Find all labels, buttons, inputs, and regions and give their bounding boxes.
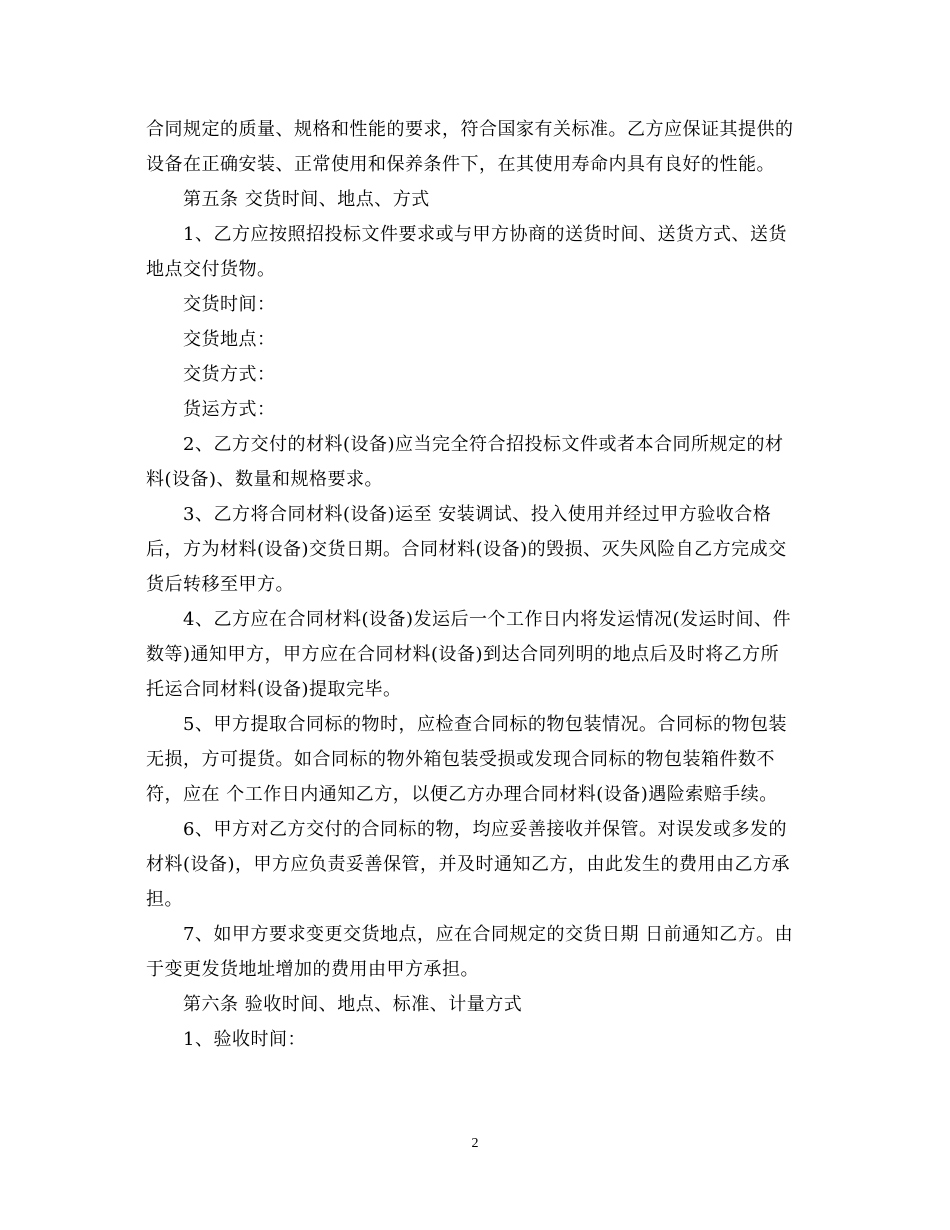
- text-line: 设备在正确安装、正常使用和保养条件下，在其使用寿命内具有良好的性能。: [146, 154, 775, 175]
- text-line: 担。: [146, 889, 183, 910]
- text-line: 无损，方可提货。如合同标的物外箱包装受损或发现合同标的物包装箱件数不: [146, 749, 775, 770]
- text-line: 料(设备)、数量和规格要求。: [146, 469, 384, 490]
- document-body: [146, 112, 806, 1057]
- text-line: 第六条 验收时间、地点、标准、计量方式: [183, 994, 523, 1015]
- text-line: 于变更发货地址增加的费用由甲方承担。: [146, 959, 479, 980]
- text-line: 7、如甲方要求变更交货地点，应在合同规定的交货日期 日前通知乙方。由: [183, 924, 794, 945]
- text-line: 6、甲方对乙方交付的合同标的物，均应妥善接收并保管。对误发或多发的: [183, 819, 787, 840]
- text-line: 3、乙方将合同材料(设备)运至 安装调试、投入使用并经过甲方验收合格: [183, 504, 772, 525]
- text-line: 交货方式：: [183, 364, 276, 385]
- page-number: 2: [471, 1136, 479, 1151]
- text-line: 第五条 交货时间、地点、方式: [183, 189, 430, 210]
- text-line: 5、甲方提取合同标的物时，应检查合同标的物包装情况。合同标的物包装: [183, 714, 787, 735]
- text-line: 合同规定的质量、规格和性能的要求，符合国家有关标准。乙方应保证其提供的: [146, 119, 794, 140]
- text-line: 符，应在 个工作日内通知乙方，以便乙方办理合同材料(设备)遇险索赔手续。: [146, 784, 778, 805]
- text-line: 货运方式：: [183, 399, 276, 420]
- text-line: 2、乙方交付的材料(设备)应当完全符合招投标文件或者本合同所规定的材: [183, 434, 784, 455]
- text-line: 1、验收时间：: [183, 1029, 306, 1050]
- text-line: 地点交付货物。: [146, 259, 276, 280]
- text-line: 交货地点：: [183, 329, 276, 350]
- text-line: 货后转移至甲方。: [146, 574, 294, 595]
- text-line: 托运合同材料(设备)提取完毕。: [146, 679, 402, 700]
- text-line: 4、乙方应在合同材料(设备)发运后一个工作日内将发运情况(发运时间、件: [183, 609, 792, 630]
- text-line: 后，方为材料(设备)交货日期。合同材料(设备)的毁损、灭失风险自乙方完成交: [146, 539, 787, 560]
- text-line: 材料(设备)，甲方应负责妥善保管，并及时通知乙方，由此发生的费用由乙方承: [146, 854, 791, 875]
- text-line: 数等)通知甲方，甲方应在合同材料(设备)到达合同列明的地点后及时将乙方所: [146, 644, 780, 665]
- text-line: 交货时间：: [183, 294, 276, 315]
- text-line: 1、乙方应按照招投标文件要求或与甲方协商的送货时间、送货方式、送货: [183, 224, 787, 245]
